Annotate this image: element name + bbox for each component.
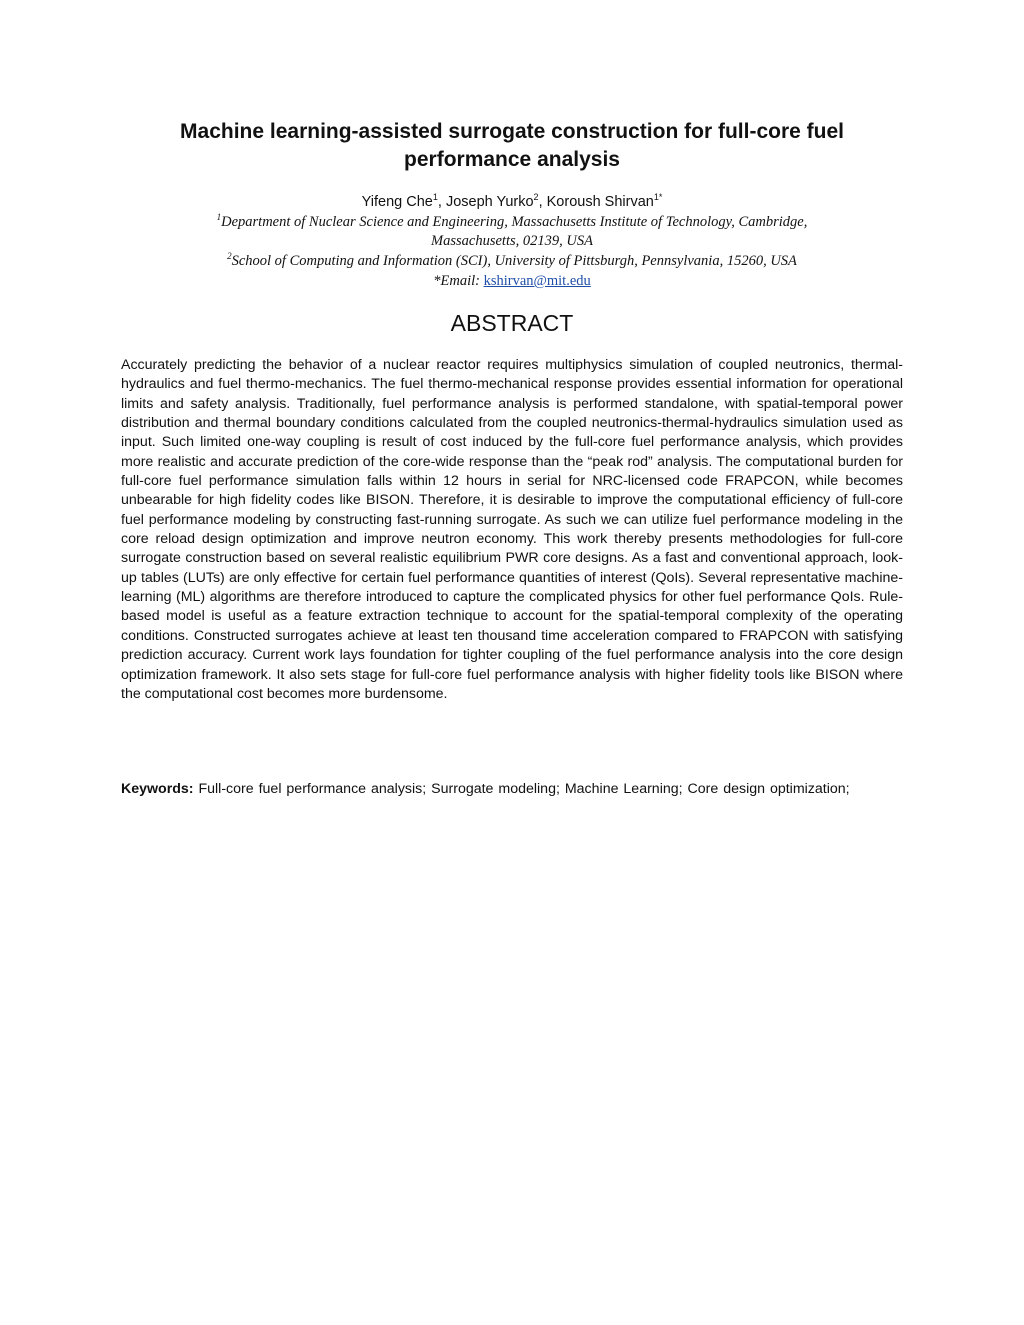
affiliation-1-line-2: Massachusetts, 02139, USA [431, 233, 593, 249]
keywords-text: Full-core fuel performance analysis; Surrogate modeling; Machine Learning; Core design optimization; [193, 781, 850, 797]
affiliation-2-mark: 2 [227, 251, 232, 262]
affiliation-2-text: School of Computing and Information (SCI), University of Pittsburgh, Pennsylvania, 15260, USA [231, 253, 797, 269]
email-link[interactable]: kshirvan@mit.edu [483, 273, 591, 289]
author-affiliation-mark: 1* [653, 192, 663, 203]
email-label: *Email: [433, 273, 484, 289]
author-affiliation-mark: 1 [432, 192, 438, 203]
affiliation-1-mark: 1 [216, 212, 222, 223]
paper-title-line-1: Machine learning-assisted surrogate construction for full-core fuel [180, 120, 844, 143]
author-name: Joseph Yurko [445, 194, 534, 210]
corresponding-email [100, 272, 924, 291]
author-name: Yifeng Che [361, 194, 433, 210]
author-name: Koroush Shirvan [546, 194, 654, 210]
author-affiliation-mark: 2 [533, 192, 539, 203]
paper-title [100, 118, 924, 174]
keywords [121, 780, 903, 799]
paper-title-line-2: performance analysis [404, 148, 620, 171]
affiliation-2 [100, 252, 924, 271]
author-separator: , [538, 194, 547, 210]
abstract-heading: ABSTRACT [450, 310, 574, 336]
affiliation-1 [100, 213, 924, 251]
author-list [100, 193, 924, 211]
abstract-body: Accurately predicting the behavior of a nuclear reactor requires multiphysics simulation of coupled neutronics, thermal-hydraulics and fuel thermo-mechanics. The fuel thermo-mechanical response provides essential information for operational limits and safety analysis. Traditionally, fuel performance analysis is performed standalone, with spatial-temporal power distribution and thermal boundary conditions calculated from the coupled neutronics-thermal-hydraulics simulation used as input. Such limited one-way coupling is result of cost induced by the full-core fuel performance analysis, which provides more realistic and accurate prediction of the core-wide response than the “peak rod” analysis. The computational burden for full-core fuel performance simulation falls within 12 hours in serial for NRC-licensed code FRAPCON, while becomes unbearable for high fidelity codes like BISON. Therefore, it is desirable to improve the computational efficiency of full-core fuel performance modeling by constructing fast-running surrogate. As such we can utilize fuel performance modeling in the core reload design optimization and improve neutron economy. This work thereby presents methodologies for full-core surrogate construction based on several realistic equilibrium PWR core designs. As a fast and conventional approach, look-up tables (LUTs) are only effective for certain fuel performance quantities of interest (QoIs). Several representative machine-learning (ML) algorithms are therefore introduced to capture the complicated physics for other fuel performance QoIs. Rule-based model is useful as a feature extraction technique to account for the spatial-temporal complexity of the operating conditions. Constructed surrogates achieve at least ten thousand time acceleration compared to FRAPCON with satisfying prediction accuracy. Current work lays foundation for tighter coupling of the fuel performance analysis into the core design optimization framework. It also sets stage for full-core fuel performance analysis with higher fidelity tools like BISON where the computational cost becomes more burdensome. [121, 357, 903, 702]
author-separator: , [437, 194, 446, 210]
affiliation-1-line-1: Department of Nuclear Science and Engineering, Massachusetts Institute of Technology, Cambridge, [221, 214, 808, 230]
keywords-label: Keywords: [121, 781, 194, 797]
